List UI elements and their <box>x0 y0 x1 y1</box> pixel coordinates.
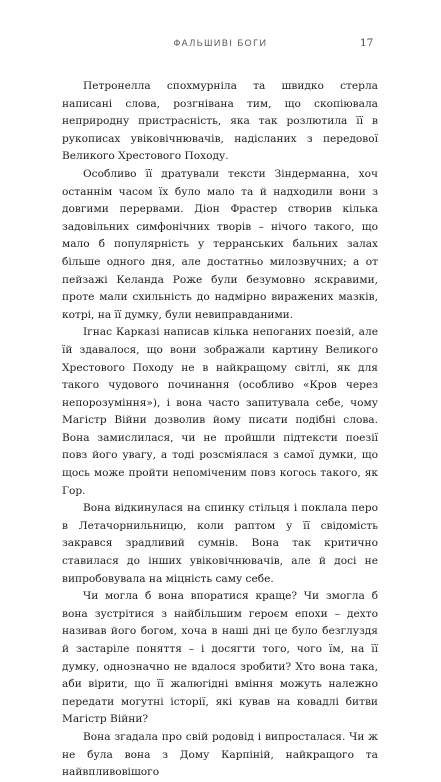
running-title: ФАЛЬШИВІ БОГИ <box>173 38 268 48</box>
paragraph: Вона відкинулася на спинку стільця і поклала перо в Летачорнильницю, коли раптом у її свідомість закрався зрадливий сумнів. Вона так критично ставилася до інших увіковічнювачів, але й досі не випробовувала на міцність саму себе. <box>62 502 378 585</box>
paragraph: Петронелла спохмурніла та швидко стерла написані слова, розгнівана тим, що скопіювала неприродну пристрасність, яка так розлютила її в рукописах увіковічнювачів, надісланих з передової Великого Хрестового Походу. <box>62 80 378 163</box>
paragraph: Чи могла б вона впоратися краще? Чи змогла б вона зустрітися з найбільшим героєм епохи – дехто називав його богом, хоча в наші дні це було безглуздя й застаріле поняття – і досягти того, чого їм, на її думку, однозначно не вдалося зробити? Хто вона така, аби вірити, що її жалюгідні вміння можуть належно передати могутні історії, які кував на ковадлі битви Магістр Війни? <box>62 590 378 726</box>
paragraph: Ігнас Карказі написав кілька непоганих поезій, але їй здавалося, що вони зображали картину Великого Хрестового Походу не в найкращому світлі, як для такого чудового починання (особливо «Кров через непорозуміння»), і вона часто запитувала себе, чому Магістр Війни дозволив йому писати подібні слова. Вона замислилася, чи не пройшли підтексти поезії повз його увагу, а тоді розсміялася з самої думки, що щось може пройти непоміченим повз когось такого, як Гор. <box>62 326 378 497</box>
paragraph: Вона згадала про свій родовід і випросталася. Чи ж не була вона з Дому Карпіній, найкращого та найвпливовішого <box>62 730 378 779</box>
body-text <box>62 78 378 782</box>
page-number: 17 <box>360 37 374 49</box>
paragraph: Особливо її дратували тексти Зіндерманна, хоч останнім часом їх було мало та й надходили вони з довгими перервами. Діон Фрастер створив кілька задовільних симфонічних творів – нічого такого, що мало б популярність у терранських бальних залах більше одного дня, але достатньо милозвучних; а от пейзажі Келанда Роже були безумовно яскравими, проте мали схильність до надмірно виражених мазків, котрі, на її думку, були невиправданими. <box>62 167 378 321</box>
